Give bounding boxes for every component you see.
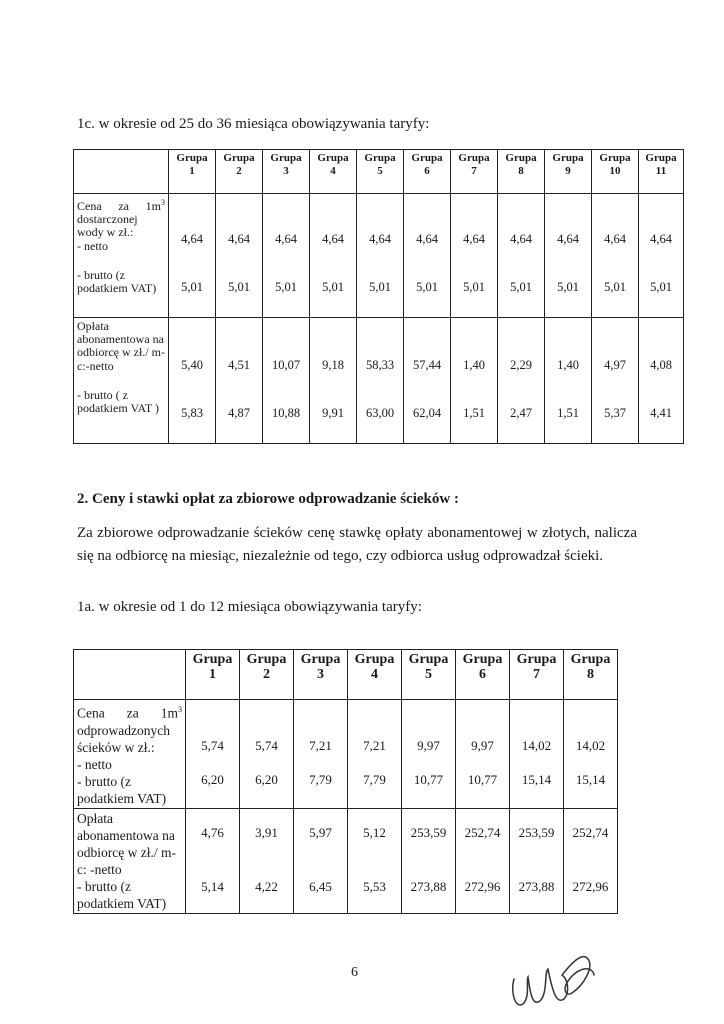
netto-value: 5,74: [201, 738, 224, 753]
brutto-value: 5,01: [463, 280, 485, 294]
brutto-value: 5,37: [604, 406, 626, 420]
section-2-heading: 2. Ceny i stawki opłat za zbiorowe odprowadzanie ścieków :: [77, 491, 459, 507]
netto-value: 7,21: [363, 738, 386, 753]
brutto-value: 5,01: [369, 280, 391, 294]
brutto-value: 5,01: [275, 280, 297, 294]
sewage-tariff-table: [73, 649, 618, 914]
netto-value: 9,18: [322, 358, 344, 372]
value-cell: [456, 700, 510, 809]
table-row: [74, 808, 618, 913]
column-header-group-1: Grupa 1: [169, 150, 216, 194]
value-cell: [510, 808, 564, 913]
netto-value: 5,97: [309, 824, 332, 840]
brutto-value: 272,96: [464, 878, 501, 894]
brutto-value: 5,83: [181, 406, 203, 420]
column-header-group-7: Grupa 7: [510, 650, 564, 700]
column-header-group-9: Grupa 9: [545, 150, 592, 194]
value-cell: [498, 194, 545, 318]
row-label-sewage-price: Cena za $1m^3$ odprowadzonych ścieków w zł.: - netto - brutto (z podatkiem VAT): [74, 700, 186, 809]
brutto-value: 10,88: [271, 406, 301, 420]
column-header-group-2: Grupa 2: [216, 150, 263, 194]
water-tariff-table: [73, 149, 684, 444]
brutto-value: 7,79: [363, 772, 386, 787]
table-row: [74, 318, 684, 444]
netto-value: 4,64: [463, 232, 485, 246]
value-cell: [357, 318, 404, 444]
table-header-row: [74, 150, 684, 194]
brutto-value: 4,87: [228, 406, 250, 420]
netto-value: 4,64: [604, 232, 626, 246]
netto-value: 1,40: [463, 358, 485, 372]
brutto-value: 4,22: [255, 878, 278, 894]
value-cell: [639, 318, 684, 444]
value-cell: [639, 194, 684, 318]
value-cell: [310, 318, 357, 444]
brutto-value: 10,77: [467, 772, 498, 787]
brutto-value: 5,01: [181, 280, 203, 294]
column-header-group-6: Grupa 6: [456, 650, 510, 700]
column-header-group-8: Grupa 8: [564, 650, 618, 700]
brutto-value: 15,14: [521, 772, 552, 787]
column-header-group-6: Grupa 6: [404, 150, 451, 194]
column-header-group-10: Grupa 10: [592, 150, 639, 194]
column-header-group-4: Grupa 4: [348, 650, 402, 700]
brutto-value: 5,01: [650, 280, 672, 294]
netto-value: 58,33: [365, 358, 395, 372]
row-label-subscription: Opłata abonamentowa na odbiorcę w zł./ m-c: -netto - brutto (z podatkiem VAT): [74, 808, 186, 913]
value-cell: [545, 194, 592, 318]
netto-value: 4,97: [604, 358, 626, 372]
netto-value: 57,44: [412, 358, 442, 372]
value-cell: [263, 318, 310, 444]
value-cell: [402, 700, 456, 809]
brutto-value: 6,45: [309, 878, 332, 894]
value-cell: [240, 700, 294, 809]
netto-value: 4,64: [557, 232, 579, 246]
netto-value: 1,40: [557, 358, 579, 372]
netto-value: 4,64: [181, 232, 203, 246]
netto-value: 3,91: [255, 824, 278, 840]
value-cell: [402, 808, 456, 913]
brutto-value: 1,51: [463, 406, 485, 420]
netto-value: 5,40: [181, 358, 203, 372]
netto-value: 253,59: [518, 824, 555, 840]
netto-value: 10,07: [271, 358, 301, 372]
netto-value: 5,74: [255, 738, 278, 753]
netto-value: 4,08: [650, 358, 672, 372]
row-label-subscription: Opłata abonamentowa na odbiorcę w zł./ m-c:-netto - brutto ( z podatkiem VAT ): [74, 318, 169, 444]
value-cell: [592, 318, 639, 444]
brutto-value: 4,41: [650, 406, 672, 420]
brutto-value: 2,47: [510, 406, 532, 420]
brutto-value: 5,01: [322, 280, 344, 294]
value-cell: [169, 194, 216, 318]
column-header-group-3: Grupa 3: [263, 150, 310, 194]
column-header-group-8: Grupa 8: [498, 150, 545, 194]
brutto-value: 1,51: [557, 406, 579, 420]
netto-value: 14,02: [575, 738, 606, 753]
row-label-water-price: Cena za $1m^3$ dostarczonej wody w zł.: - netto - brutto (z podatkiem VAT): [74, 194, 169, 318]
brutto-value: 5,01: [510, 280, 532, 294]
value-cell: [456, 808, 510, 913]
value-cell: [216, 194, 263, 318]
netto-value: 4,64: [416, 232, 438, 246]
brutto-value: 5,01: [604, 280, 626, 294]
brutto-value: 6,20: [255, 772, 278, 787]
netto-value: 253,59: [410, 824, 447, 840]
brutto-value: 273,88: [518, 878, 555, 894]
value-cell: [545, 318, 592, 444]
brutto-value: 7,79: [309, 772, 332, 787]
netto-value: 4,64: [369, 232, 391, 246]
value-cell: [592, 194, 639, 318]
column-header-group-1: Grupa 1: [186, 650, 240, 700]
value-cell: [564, 808, 618, 913]
netto-value: 7,21: [309, 738, 332, 753]
value-cell: [169, 318, 216, 444]
value-cell: [186, 700, 240, 809]
brutto-value: 10,77: [413, 772, 444, 787]
brutto-value: 5,53: [363, 878, 386, 894]
section-1a-heading: 1a. w okresie od 1 do 12 miesiąca obowiązywania taryfy:: [77, 599, 422, 615]
value-cell: [404, 194, 451, 318]
section-1c-heading: 1c. w okresie od 25 do 36 miesiąca obowiązywania taryfy:: [77, 116, 430, 132]
value-cell: [240, 808, 294, 913]
value-cell: [216, 318, 263, 444]
brutto-value: 5,14: [201, 878, 224, 894]
netto-value: 5,12: [363, 824, 386, 840]
value-cell: [510, 700, 564, 809]
netto-value: 4,64: [228, 232, 250, 246]
corner-cell: [74, 650, 186, 700]
value-cell: [451, 318, 498, 444]
value-cell: [186, 808, 240, 913]
value-cell: [451, 194, 498, 318]
brutto-value: 273,88: [410, 878, 447, 894]
netto-value: 252,74: [572, 824, 609, 840]
netto-value: 252,74: [464, 824, 501, 840]
column-header-group-7: Grupa 7: [451, 150, 498, 194]
value-cell: [564, 700, 618, 809]
brutto-value: 5,01: [416, 280, 438, 294]
brutto-value: 5,01: [557, 280, 579, 294]
netto-value: 4,64: [650, 232, 672, 246]
table-row: [74, 700, 618, 809]
netto-value: 4,64: [275, 232, 297, 246]
column-header-group-5: Grupa 5: [357, 150, 404, 194]
value-cell: [348, 808, 402, 913]
page-number: 6: [351, 965, 358, 980]
brutto-value: 63,00: [365, 406, 395, 420]
corner-cell: [74, 150, 169, 194]
netto-value: 4,64: [510, 232, 532, 246]
handwritten-signature: [508, 945, 598, 1015]
section-2-paragraph: Za zbiorowe odprowadzanie ścieków cenę stawkę opłaty abonamentowej w złotych, nalicza się na odbiorcę na miesiąc, niezależnie od tego, czy odbiorca usług odprowadzał ścieki.: [77, 525, 637, 564]
column-header-group-4: Grupa 4: [310, 150, 357, 194]
value-cell: [263, 194, 310, 318]
value-cell: [498, 318, 545, 444]
value-cell: [348, 700, 402, 809]
column-header-group-5: Grupa 5: [402, 650, 456, 700]
netto-value: 9,97: [417, 738, 440, 753]
value-cell: [404, 318, 451, 444]
brutto-value: 15,14: [575, 772, 606, 787]
column-header-group-2: Grupa 2: [240, 650, 294, 700]
brutto-value: 62,04: [412, 406, 442, 420]
table-header-row: [74, 650, 618, 700]
netto-value: 2,29: [510, 358, 532, 372]
column-header-group-3: Grupa 3: [294, 650, 348, 700]
column-header-group-11: Grupa 11: [639, 150, 684, 194]
netto-value: 14,02: [521, 738, 552, 753]
netto-value: 4,64: [322, 232, 344, 246]
netto-value: 9,97: [471, 738, 494, 753]
value-cell: [357, 194, 404, 318]
value-cell: [310, 194, 357, 318]
brutto-value: 9,91: [322, 406, 344, 420]
brutto-value: 5,01: [228, 280, 250, 294]
netto-value: 4,76: [201, 824, 224, 840]
netto-value: 4,51: [228, 358, 250, 372]
brutto-value: 6,20: [201, 772, 224, 787]
value-cell: [294, 700, 348, 809]
value-cell: [294, 808, 348, 913]
brutto-value: 272,96: [572, 878, 609, 894]
table-row: [74, 194, 684, 318]
